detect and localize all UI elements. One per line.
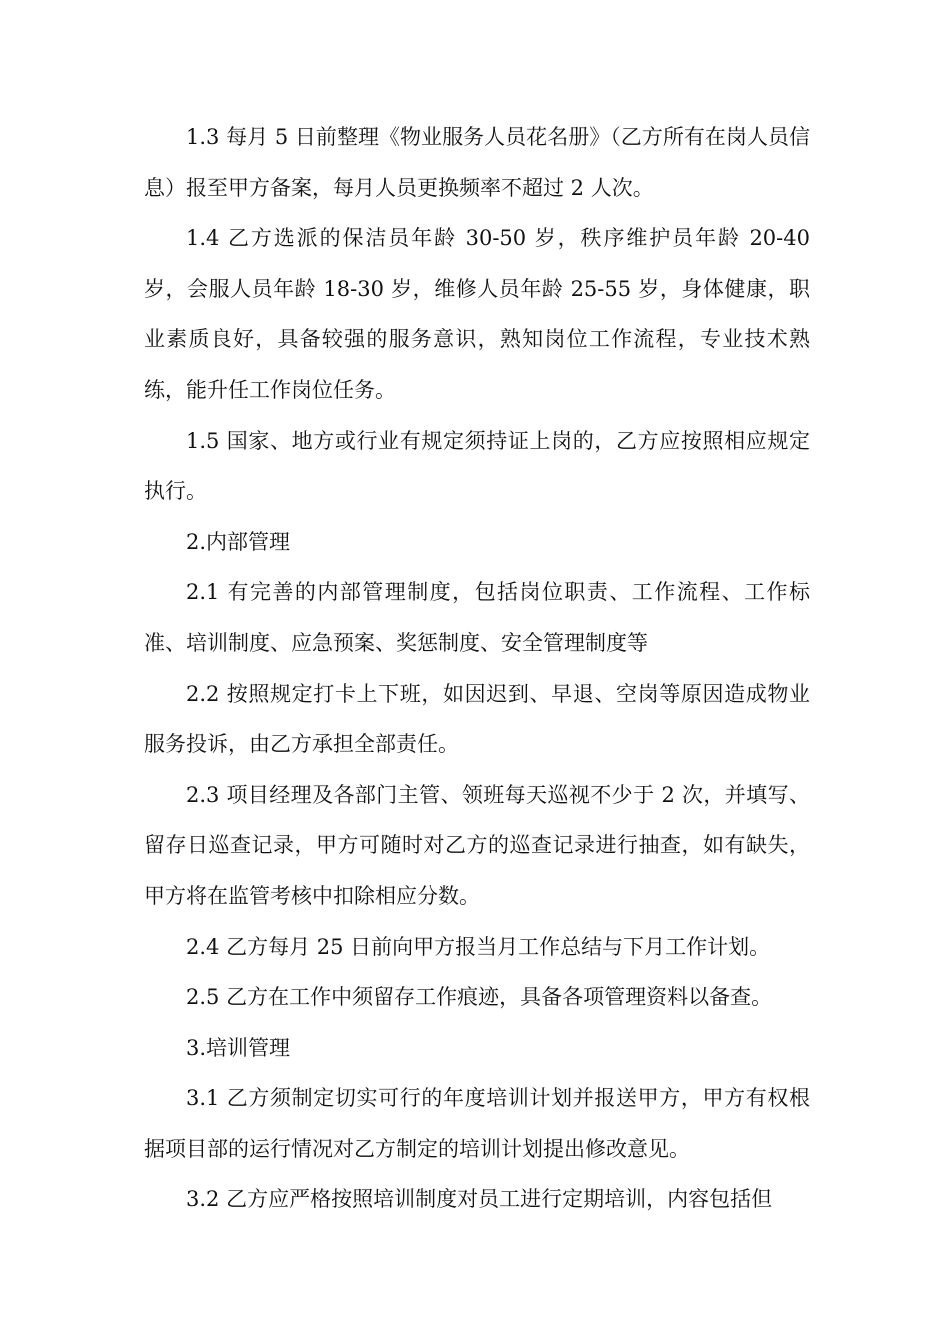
paragraph-3-1: 3.1 乙方须制定切实可行的年度培训计划并报送甲方，甲方有权根据项目部的运行情况对乙方制定的培训计划提出修改意见。	[144, 1086, 810, 1161]
section-heading-internal-management: 2.内部管理	[186, 529, 291, 554]
paragraph-2-4: 2.4 乙方每月 25 日前向甲方报当月工作总结与下月工作计划。	[186, 934, 771, 959]
paragraph-1-4: 1.4 乙方选派的保洁员年龄 30-50 岁，秩序维护员年龄 20-40 岁，会服人员年龄 18-30 岁，维修人员年龄 25-55 岁，身体健康，职业素质良好，具备较强的服务意识，熟知岗位工作流程，专业技术熟练，能升任工作岗位任务。	[144, 226, 810, 402]
paragraph-2-3: 2.3 项目经理及各部门主管、领班每天巡视不少于 2 次，并填写、留存日巡查记录，甲方可随时对乙方的巡查记录进行抽查，如有缺失，甲方将在监管考核中扣除相应分数。	[144, 782, 810, 908]
paragraph-1-3: 1.3 每月 5 日前整理《物业服务人员花名册》（乙方所有在岗人员信息）报至甲方备案，每月人员更换频率不超过 2 人次。	[144, 125, 810, 200]
section-heading-training-management: 3.培训管理	[186, 1035, 291, 1060]
paragraph-2-2: 2.2 按照规定打卡上下班，如因迟到、早退、空岗等原因造成物业服务投诉，由乙方承担全部责任。	[144, 681, 810, 757]
paragraph-2-1: 2.1 有完善的内部管理制度，包括岗位职责、工作流程、工作标准、培训制度、应急预案、奖惩制度、安全管理制度等	[144, 580, 810, 655]
paragraph-1-5: 1.5 国家、地方或行业有规定须持证上岗的，乙方应按照相应规定执行。	[144, 428, 810, 504]
paragraph-3-2: 3.2 乙方应严格按照培训制度对员工进行定期培训，内容包括但	[186, 1187, 773, 1212]
document-body	[144, 112, 810, 1225]
paragraph-2-5: 2.5 乙方在工作中须留存工作痕迹，具备各项管理资料以备查。	[186, 985, 773, 1010]
